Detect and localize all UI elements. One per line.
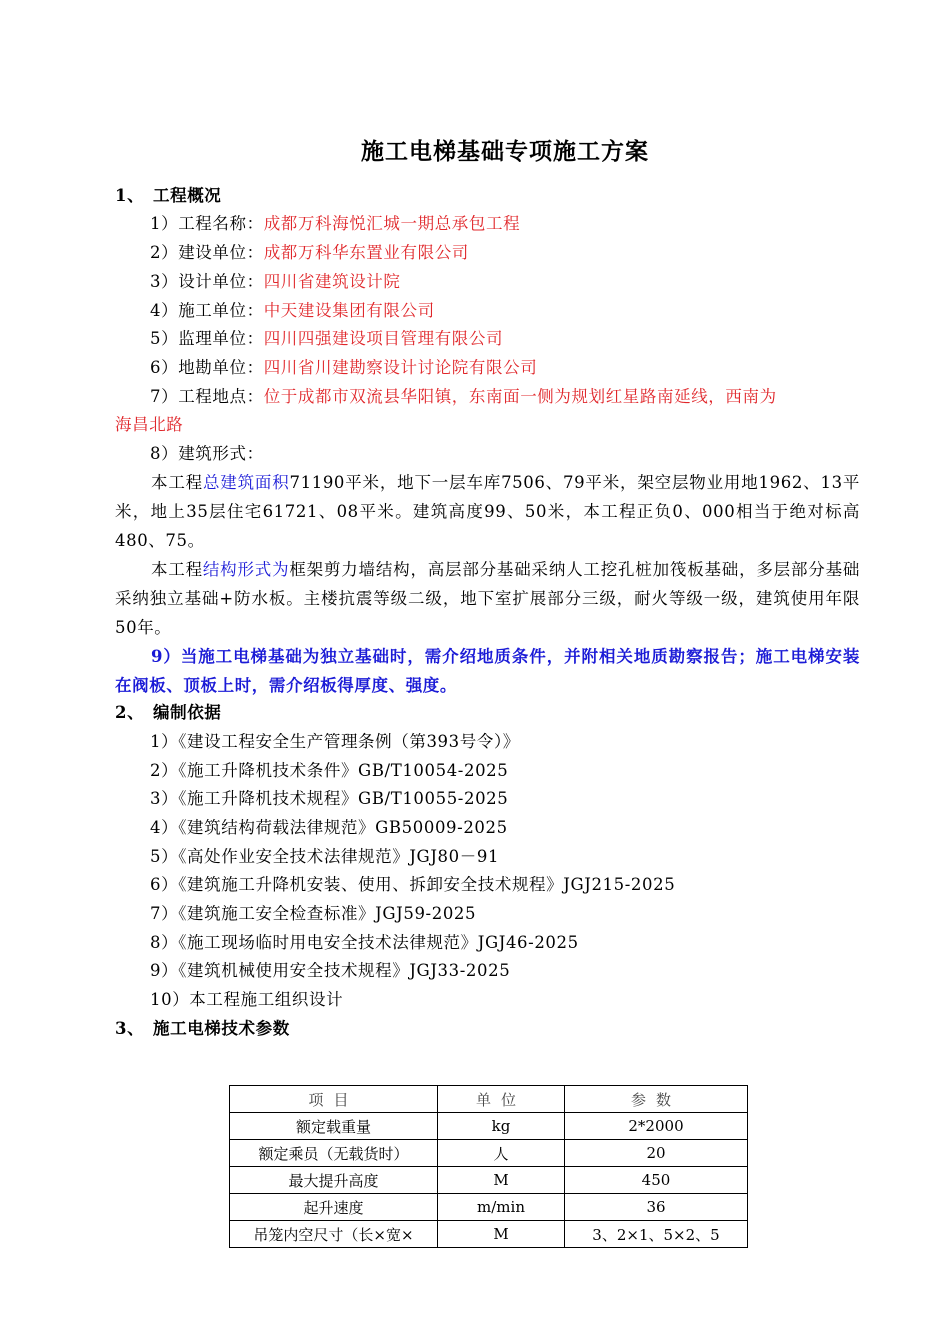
info-value: 四川省建筑设计院 <box>263 272 401 291</box>
table-header-cell: 参数 <box>565 1086 748 1113</box>
info-item <box>150 300 435 322</box>
info-item <box>150 328 503 350</box>
table-cell: kg <box>438 1113 565 1140</box>
reference-item: 3）《施工升降机技术规程》GB/T10055-2025 <box>150 789 509 808</box>
reference-item: 2）《施工升降机技术条件》GB/T10054-2025 <box>150 761 509 780</box>
highlight-text: 总建筑面积 <box>202 473 290 492</box>
section-number: 3、 <box>115 1019 145 1038</box>
location-value-line2: 海昌北路 <box>115 415 184 434</box>
paragraph-text: 框架剪力墙结构，高层部分基础采纳人工挖孔桩加筏板基础，多层部分基础采纳独立基础+防水板。主楼抗震等级二级，地下室扩展部分三级，耐火等级一级，建筑使用年限50年。 <box>115 560 860 637</box>
section-number: 1、 <box>115 186 145 205</box>
building-area-paragraph <box>115 468 860 555</box>
reference-item: 4）《建筑结构荷载法律规范》GB50009-2025 <box>150 818 508 837</box>
section-3-heading <box>115 1018 290 1040</box>
table-cell: 2*2000 <box>565 1113 748 1140</box>
info-value: 中天建设集团有限公司 <box>263 301 435 320</box>
section-number: 2、 <box>115 703 145 722</box>
table-cell: m/min <box>438 1194 565 1221</box>
paragraph-text: 本工程 <box>151 473 203 492</box>
table-header-cell: 单位 <box>438 1086 565 1113</box>
section-2-heading <box>115 702 221 724</box>
reference-item: 10）本工程施工组织设计 <box>150 990 344 1009</box>
table-row <box>230 1221 748 1248</box>
table-cell: 额定乘员（无载货时） <box>230 1140 438 1167</box>
table-row <box>230 1194 748 1221</box>
foundation-note: 9）当施工电梯基础为独立基础时，需介绍地质条件，并附相关地质勘察报告；施工电梯安装在阀板、顶板上时，需介绍板得厚度、强度。 <box>115 647 860 695</box>
paragraph-text: 71190平米，地下一层车库7506、79平米，架空层物业用地1962、13平米，地上35层住宅61721、08平米。建筑高度99、50米，本工程正负0、000相当于绝对标高480、75。 <box>115 473 860 550</box>
info-value: 成都万科华东置业有限公司 <box>263 243 469 262</box>
info-item <box>150 357 537 379</box>
section-title: 编制依据 <box>153 703 222 722</box>
table-cell: 人 <box>438 1140 565 1167</box>
table-row <box>230 1140 748 1167</box>
info-label: 1）工程名称： <box>150 214 264 233</box>
table-cell: 20 <box>565 1140 748 1167</box>
section-title: 工程概况 <box>153 186 222 205</box>
table-row <box>230 1113 748 1140</box>
reference-item: 1）《建设工程安全生产管理条例（第393号令）》 <box>150 732 520 751</box>
info-label: 4）施工单位： <box>150 301 264 320</box>
info-item <box>150 271 401 293</box>
table-header-cell: 项目 <box>230 1086 438 1113</box>
table-cell: M <box>438 1167 565 1194</box>
info-value: 四川省川建勘察设计讨论院有限公司 <box>263 358 538 377</box>
location-item <box>150 386 777 408</box>
parameters-table <box>229 1085 748 1248</box>
info-value: 成都万科海悦汇城一期总承包工程 <box>263 214 521 233</box>
table-row <box>230 1167 748 1194</box>
table-cell: 吊笼内空尺寸（长×宽× <box>230 1221 438 1248</box>
reference-item: 7）《建筑施工安全检查标准》JGJ59-2025 <box>150 904 477 923</box>
reference-item: 6）《建筑施工升降机安装、使用、拆卸安全技术规程》JGJ215-2025 <box>150 875 676 894</box>
table-header-row <box>230 1086 748 1113</box>
info-label: 5）监理单位： <box>150 329 264 348</box>
location-value-line1: 位于成都市双流县华阳镇，东南面一侧为规划红星路南延线，西南为 <box>263 387 777 406</box>
paragraph-text: 本工程 <box>151 560 203 579</box>
reference-item: 8）《施工现场临时用电安全技术法律规范》JGJ46-2025 <box>150 933 579 952</box>
table-cell: 起升速度 <box>230 1194 438 1221</box>
table-cell: 36 <box>565 1194 748 1221</box>
info-item <box>150 242 469 264</box>
highlight-text: 结构形式为 <box>202 560 290 579</box>
table-cell: 3、2×1、5×2、5 <box>565 1221 748 1248</box>
table-cell: M <box>438 1221 565 1248</box>
info-label: 3）设计单位： <box>150 272 264 291</box>
info-item <box>150 213 520 235</box>
reference-item: 9）《建筑机械使用安全技术规程》JGJ33-2025 <box>150 961 511 980</box>
table-cell: 450 <box>565 1167 748 1194</box>
section-1-heading <box>115 185 221 207</box>
table-cell: 最大提升高度 <box>230 1167 438 1194</box>
info-label: 6）地勘单位： <box>150 358 264 377</box>
table-cell: 额定载重量 <box>230 1113 438 1140</box>
section-title: 施工电梯技术参数 <box>153 1019 290 1038</box>
document-title: 施工电梯基础专项施工方案 <box>361 138 649 165</box>
building-form-label: 8）建筑形式： <box>150 444 264 463</box>
reference-item: 5）《高处作业安全技术法律规范》JGJ80－91 <box>150 847 500 866</box>
info-value: 四川四强建设项目管理有限公司 <box>263 329 504 348</box>
info-label: 7）工程地点： <box>150 387 264 406</box>
info-label: 2）建设单位： <box>150 243 264 262</box>
structure-paragraph <box>115 555 860 642</box>
